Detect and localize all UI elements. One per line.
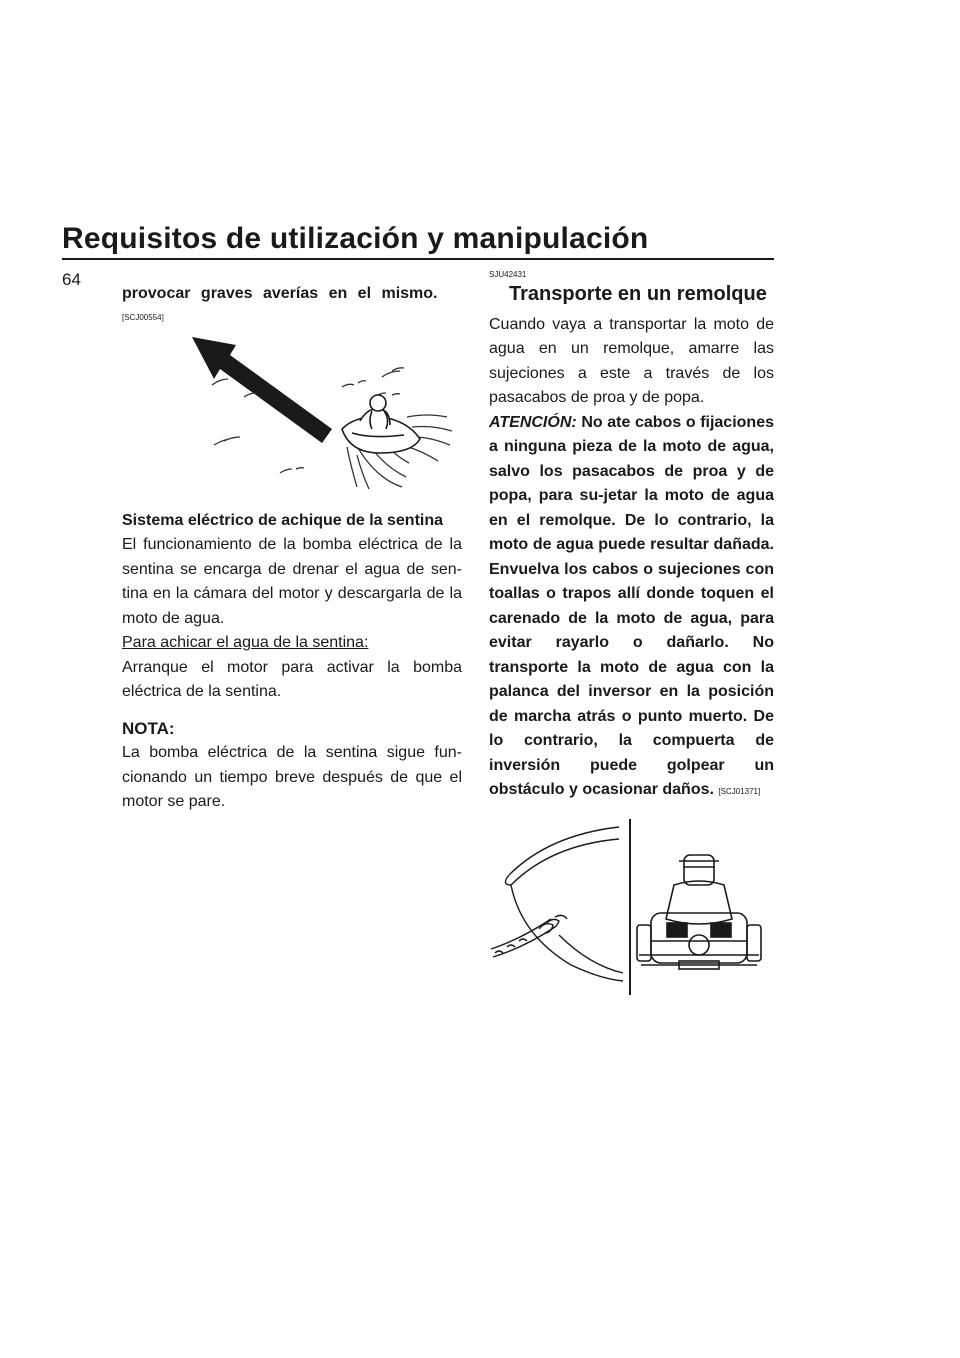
section-code: SJU42431 bbox=[489, 270, 527, 279]
bilge-paragraph: El funcionamiento de la bomba eléctrica de la sentina se encarga de drenar el agua de sen-tina en la cámara del motor y descargarla de la moto de agua. bbox=[122, 536, 462, 627]
left-column bbox=[122, 282, 462, 815]
atencion-label: ATENCIÓN: bbox=[489, 413, 577, 431]
atencion-block bbox=[489, 411, 774, 805]
right-column bbox=[489, 270, 774, 1000]
page-title: Requisitos de utilización y manipulación bbox=[62, 222, 649, 255]
watercraft-illustration bbox=[192, 337, 462, 497]
nota-title: NOTA: bbox=[122, 718, 175, 738]
atencion-code: [SCJ01371] bbox=[718, 787, 761, 796]
nota-text: La bomba eléctrica de la sentina sigue fun-cionando un tiempo breve después de que el motor se pare. bbox=[122, 744, 462, 810]
instruction-label: Para achicar el agua de la sentina: bbox=[122, 634, 369, 651]
trailer-paragraph: Cuando vaya a transportar la moto de agua en un remolque, amarre las sujeciones a este a través de los pasacabos de proa y de popa. bbox=[489, 315, 774, 406]
atencion-text: No ate cabos o fijaciones a ninguna pieza de la moto de agua, salvo los pasacabos de proa y de popa, para su-jetar la moto de agua en el remolque. De lo contrario, la moto de agua puede resultar dañada. Envuelva los cabos o sujeciones con toallas o trapos allí donde toquen el carenado de la moto de agua, para evitar rayarlo o dañarlo. No transporte la moto de agua con la palanca del inversor en la posición de marcha atrás o punto muerto. De lo contrario, la compuerta de inversión puede golpear un obstáculo y ocasionar daños. bbox=[489, 413, 774, 798]
mooring-illustration bbox=[489, 815, 774, 1000]
section-subheading: Sistema eléctrico de achique de la sentina bbox=[122, 511, 444, 529]
header-divider bbox=[62, 258, 774, 260]
section-title: Transporte en un remolque bbox=[509, 283, 767, 305]
warning-code: [SCJ00554] bbox=[122, 312, 164, 322]
page-number: 64 bbox=[62, 270, 81, 289]
warning-end-text: provocar graves averías en el mismo. bbox=[122, 285, 438, 302]
instruction-text: Arranque el motor para activar la bomba eléctrica de la sentina. bbox=[122, 658, 462, 700]
